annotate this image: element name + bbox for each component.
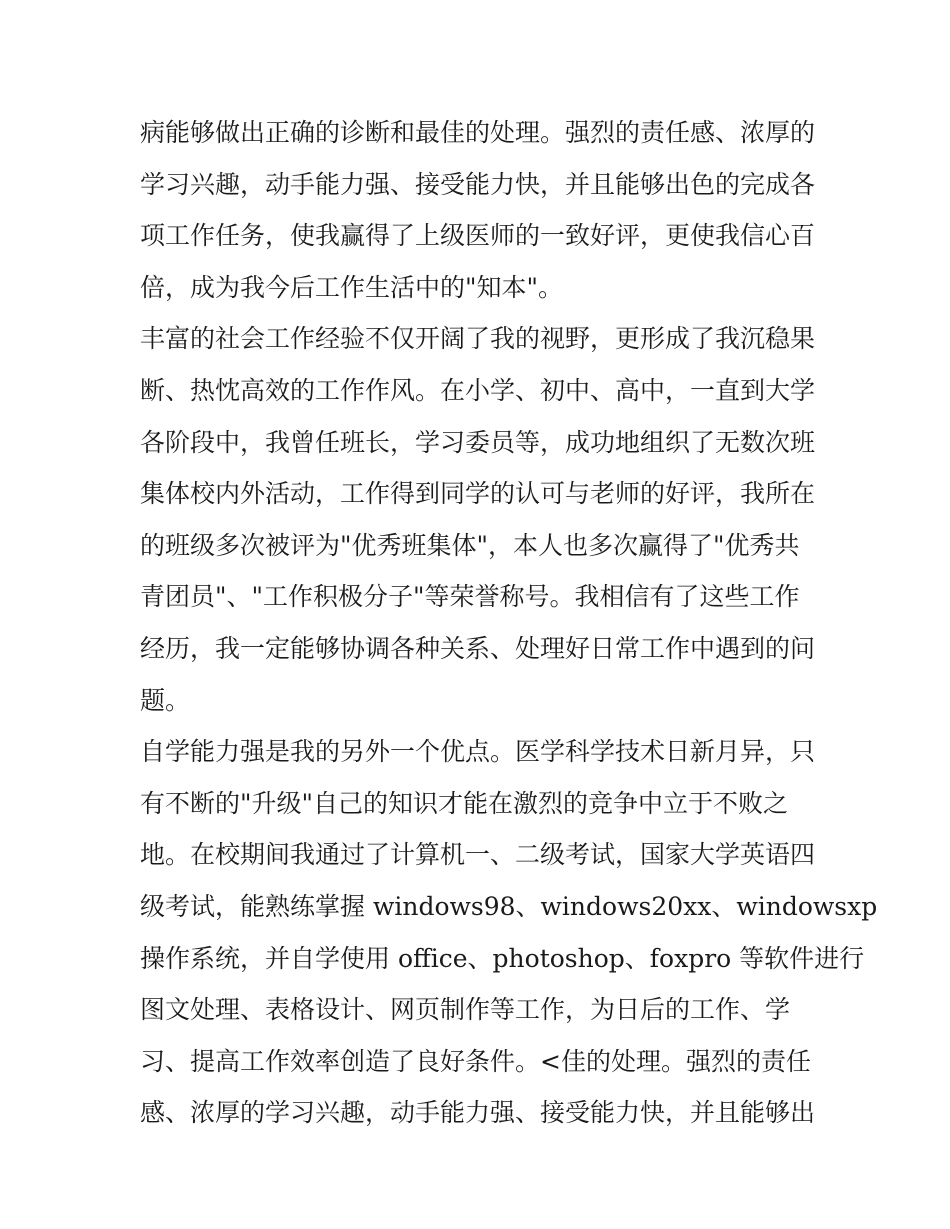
text-line: 级考试，能熟练掌握 windows98、windows20xx、windowsxp	[140, 891, 878, 921]
text-line: 学习兴趣，动手能力强、接受能力快，并且能够出色的完成各	[140, 169, 816, 199]
text-line: 地。在校期间我通过了计算机一、二级考试，国家大学英语四	[140, 840, 816, 870]
text-line: 病能够做出正确的诊断和最佳的处理。强烈的责任感、浓厚的	[140, 118, 816, 147]
text-line: 有不断的"升级"自己的知识才能在激烈的竞争中立于不败之	[140, 788, 789, 818]
text-line: 丰富的社会工作经验不仅开阔了我的视野，更形成了我沉稳果	[140, 324, 816, 354]
text-line: 的班级多次被评为"优秀班集体"，本人也多次赢得了"优秀共	[140, 530, 800, 560]
text-line: 集体校内外活动，工作得到同学的认可与老师的好评，我所在	[140, 479, 816, 509]
text-line: 题。	[140, 685, 191, 715]
text-line: 断、热忱高效的工作作风。在小学、初中、高中，一直到大学	[140, 375, 816, 405]
text-line: 自学能力强是我的另外一个优点。医学科学技术日新月异，只	[140, 737, 816, 767]
text-line: 项工作任务，使我赢得了上级医师的一致好评，更使我信心百	[140, 221, 816, 251]
text-line: 倍，成为我今后工作生活中的"知本"。	[140, 272, 563, 302]
text-line: 操作系统，并自学使用 office、photoshop、foxpro 等软件进行	[140, 943, 865, 973]
text-line: 各阶段中，我曾任班长，学习委员等，成功地组织了无数次班	[140, 427, 816, 457]
text-line: 青团员"、"工作积极分子"等荣誉称号。我相信有了这些工作	[140, 582, 800, 612]
text-line: 感、浓厚的学习兴趣，动手能力强、接受能力快，并且能够出	[140, 1098, 816, 1128]
text-line: 经历，我一定能够协调各种关系、处理好日常工作中遇到的问	[140, 633, 816, 663]
text-line: 习、提高工作效率创造了良好条件。<佳的处理。强烈的责任	[140, 1046, 811, 1076]
text-line: 图文处理、表格设计、网页制作等工作，为日后的工作、学	[140, 995, 791, 1025]
document-body	[140, 107, 878, 1139]
